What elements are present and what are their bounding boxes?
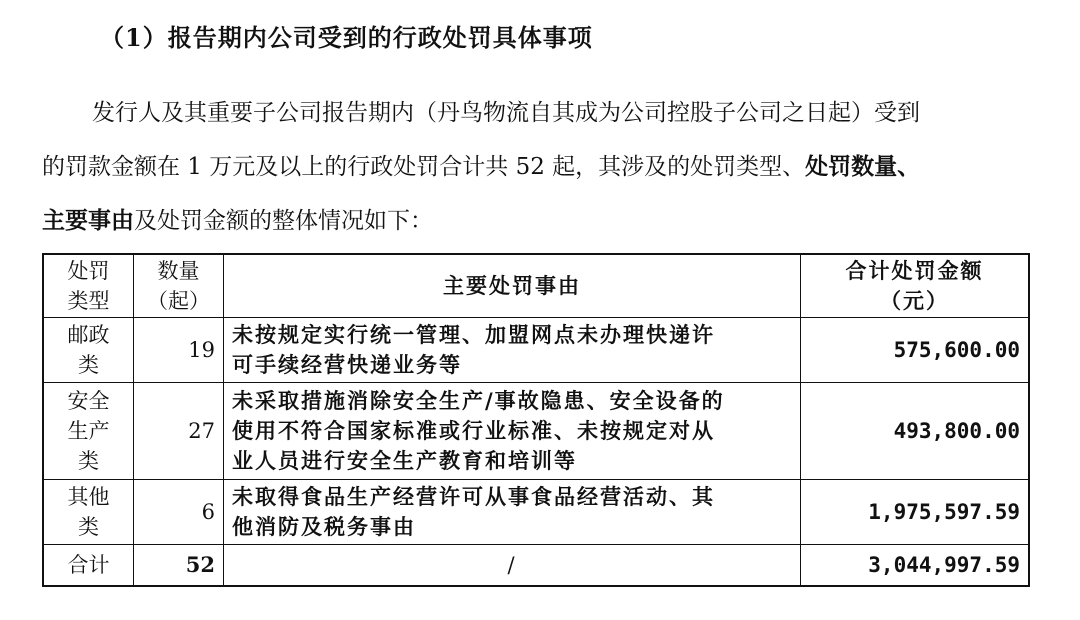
penalty-table (42, 253, 1030, 587)
cell-amount: 575,600.00 (801, 318, 1030, 383)
cell-amount: 1,975,597.59 (801, 480, 1030, 545)
section-heading: （1）报告期内公司受到的行政处罚具体事项 (100, 23, 593, 52)
table-row-safety (43, 383, 1029, 480)
table-row-postal (43, 318, 1029, 383)
table-header-row (43, 254, 1029, 318)
intro-paragraph (42, 86, 1042, 248)
cell-count-total: 52 (134, 545, 224, 587)
table-row-other (43, 480, 1029, 545)
cell-count: 19 (134, 318, 224, 383)
paragraph-emphasis: 处罚数量、 (805, 153, 921, 180)
cell-reason: 未按规定实行统一管理、加盟网点未办理快递许 可手续经营快递业务等 (224, 318, 801, 383)
header-count: 数量 （起） (134, 254, 224, 318)
cell-reason-total: / (224, 545, 801, 587)
cell-type: 邮政 类 (43, 318, 134, 383)
header-type: 处罚 类型 (43, 254, 134, 318)
paragraph-line-1: 发行人及其重要子公司报告期内（丹鸟物流自其成为公司控股子公司之日起）受到 (92, 100, 920, 126)
cell-amount-total: 3,044,997.59 (801, 545, 1030, 587)
cell-type: 其他 类 (43, 480, 134, 545)
paragraph-text: 及处罚金额的整体情况如下： (134, 208, 433, 234)
header-reason: 主要处罚事由 (224, 254, 801, 318)
cell-count: 6 (134, 480, 224, 545)
paragraph-emphasis: 主要事由 (42, 207, 134, 234)
cell-amount: 493,800.00 (801, 383, 1030, 480)
paragraph-line-3 (42, 194, 1042, 248)
paragraph-line-2 (42, 140, 1042, 194)
table-row-total (43, 545, 1029, 587)
cell-type: 安全 生产 类 (43, 383, 134, 480)
paragraph-text: 的罚款金额在 1 万元及以上的行政处罚合计共 52 起，其涉及的处罚类型、 (42, 154, 806, 180)
cell-reason: 未取得食品生产经营许可从事食品经营活动、其 他消防及税务事由 (224, 480, 801, 545)
header-amount: 合计处罚金额 （元） (801, 254, 1030, 318)
cell-reason: 未采取措施消除安全生产/事故隐患、安全设备的 使用不符合国家标准或行业标准、未按规定对从 业人员进行安全生产教育和培训等 (224, 383, 801, 480)
cell-count: 27 (134, 383, 224, 480)
cell-type-total: 合计 (43, 545, 134, 587)
